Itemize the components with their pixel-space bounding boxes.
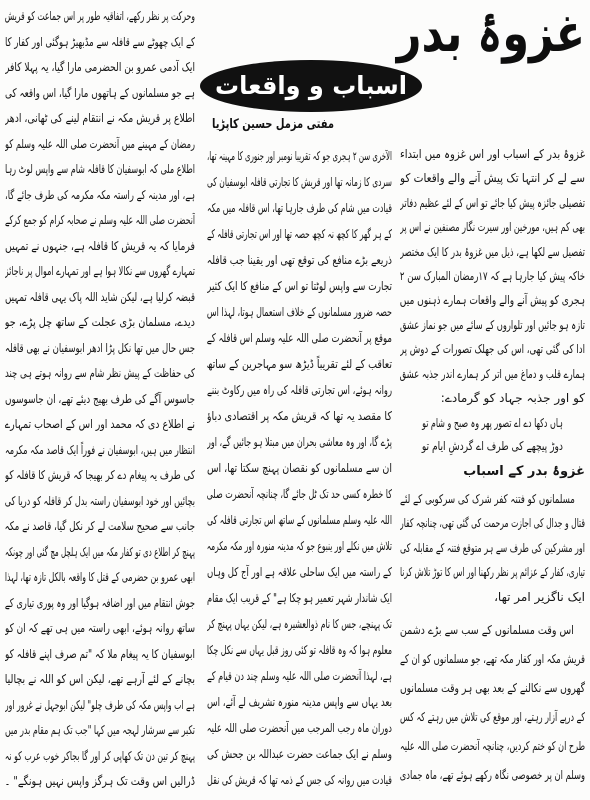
text-line: معلوم ہوا کہ وہ قافلہ تو کئی روز قبل یہاں سے نکل چکا [207,643,392,657]
text-line: اللہ علیہ وسلم مسلمانوں کے ساتھ اس تجارتی قافلہ کی [207,513,392,527]
text-line: ابھی عمرو بن حضرمی کے قتل کا واقعہ بالکل تازہ تھا، لہذا [5,570,195,584]
section-heading-block [400,459,585,485]
text-line: ذریعے بڑے منافع کی توقع تھی اور یقینا جب قافلہ [207,253,392,267]
text-line: ہجری کو پیش آنے والے واقعات ہمارے ذہنوں میں [400,293,585,308]
text-line: گھروں سے نکالنے کے بعد بھی ہر وقت مسلمانوں [400,681,585,695]
column-middle [207,143,392,795]
text-line: کی طرف یہ پیغام دے کر بھیجا کہ قریش کا قافلہ کو [5,468,195,482]
text-line: قیادت میں شام کی طرف جارہا تھا، اس قافلہ میں مکہ [207,201,392,215]
text-line: قریش مکہ اور کفار مکہ تھے، جو مسلمانوں کو ان کے [400,652,585,666]
text-line: تازہ ہو جائیں اور تلواروں کے سائے میں جو نماز عشق [400,317,585,332]
text-line: پہنچ کر اطلاع دی تو کفار مکہ میں ایک ہلچل مچ گئی اور چونکہ [5,544,195,559]
text-line: تیاری، کفار کے عزائم پر نظر رکھنا اور اس کا توڑ تلاش کرنا [400,565,585,580]
text-line: الآخری سن ۲ ہجری جو کہ تقریبا نومبر اور جنوری کا مہینہ تھا، [207,149,392,163]
text-line: اور مشرکین کی طرف سے ہر متوقع فتنہ کے مقابلہ کی [400,540,585,555]
text-line: قتال و جدال کی اجازت مرحمت کی گئی تھی، چنانچہ کفار [400,516,585,531]
text-line: پہنچ کر تین دن تک کھاپی کر اور گا بجاکر خوب عرب کو نہ [5,748,195,763]
text-line: اطلاع ملی کہ ابوسفیان کا قافلہ شام سے واپس لوٹ رہا [5,162,195,176]
text-line: ان سے مسلمانوں کو نقصان پہنچ سکتا تھا، اس [207,461,392,475]
text-line: کا مقصد یہ تھا کہ قریش مکہ پر اقتصادی دباؤ [207,409,392,423]
text-line: قبضہ کرلیا ہے، لیکن شاید اللہ پاک یہی قافلہ تمہیں [5,289,195,304]
section-heading: غزوۂ بدر کے اسباب [463,464,585,479]
text-line: کے ایک چھوٹے سے قافلہ سے مڈبھیڑ ہوگئی اور کفار کا [5,34,195,49]
text-line: اس وقت مسلمانوں کے سب سے بڑے دشمن [400,623,574,637]
text-line: تجارت سے واپس لوٹتا تو اس کے منافع کا ایک کثیر [207,279,392,293]
text-line: ہے اب واپس مکہ کی طرف چلو" لیکن ابوجہل نے غرور اور [5,697,195,712]
article-subtitle: اسباب و واقعات [215,71,407,100]
text-line: مسلمانوں کو فتنہ کفر شرک کی سرکوبی کے لئے [400,492,575,506]
verse-line: دوڑ پیچھے کی طرف اے گردشِ ایام تو [421,439,563,453]
text-line: حصہ ضرور مسلمانوں کے خلاف استعمال ہوتا، لہذا اس [207,305,392,319]
text-line: جوش انتقام میں اور اضافہ ہوگیا اور وہ پوری تیاری کے [5,595,195,610]
text-line: دیدے، مسلمان بڑی عجلت کے ساتھ چل پڑے، جو [5,315,195,329]
text-line: تک پہنچے، جس کا نام ذوالعشیرہ ہے، لیکن یہاں پہنچ کر [207,617,392,631]
text-line: فرمایا کہ یہ قریش کا قافلہ ہے، جنہوں نے تمہیں [5,238,195,253]
text-line: تفصیلی جائزہ پیش کیا جائے تو اس کے لئے عظیم دفاتر [400,195,585,210]
verse-line: ہاں دکھا دے اے تصور پھر وہ صبح و شام تو [422,416,563,430]
text-line: خاکہ پیش کیا جارہا ہے کہ ۱۷رمضان المبارک سن ۲ [400,269,585,284]
text-line: بعد یہاں سے واپس مدینہ منورہ تشریف لے آئے، اس [207,695,392,709]
text-line: ایک ناگزیر امر تھا، [494,589,585,604]
text-line: ایک شاندار شہر تعمیر ہو چکا ہے" کے قریب ایک مقام [207,591,392,605]
text-line: انتظار میں ہیں، ابوسفیان نے فوراً ایک قاصد مکہ مکرمہ [5,442,195,457]
column-right-intro [400,142,585,412]
text-line: بچانے کے لئے آرہے تھے، لیکن اس کو اللہ نے بچالیا [5,672,195,686]
text-line: سے لے کر انتہا تک پیش آنے والے واقعات کو [400,171,585,186]
text-line: آنحضرت صلی اللہ علیہ وسلم نے صحابہ کرام کو جمع کرکے [5,213,195,227]
column-left [5,4,195,796]
article-title: غزوۂ بدر [396,4,585,64]
text-line: تعاقب کے لئے تقریباً ڈیڑھ سو مہاجرین کے ساتھ [207,357,392,371]
text-line: ادا کی گئی تھی، اس کی جھلک تصورات کے دوش پر [400,342,585,357]
text-line: اطلاع پر قریش مکہ نے انتقام لینے کی ٹھانی، ادھر [5,111,195,125]
text-line: کے ہر گھر کا کچھ نہ کچھ حصہ تھا اور اس تجارتی قافلہ کے [207,227,392,241]
text-line: وسلم نے ایک جماعت حضرت عبداللہ بن جحش کی [207,747,392,761]
text-line: کو اور جذبہ جہاد کو گرمادے: [440,391,585,406]
poetry-verse [400,412,585,458]
text-line: ہمارے قلب و دماغ میں اتر کر ہمارے اندر جذبہ عشق [400,366,585,381]
text-line: کے درپے آزار رہتے، اور موقع کی تلاش میں رہتے کہ کس [400,710,585,724]
text-line: طرح ان کو ختم کردیں، چنانچہ آنحضرت صلی اللہ علیہ [400,739,585,753]
author-byline: مفتی مزمل حسین کاپڑیا [211,117,334,132]
text-line: ایک آدمی عمرو بن الحضرمی مارا گیا، یہ پہلا کافر [5,60,195,74]
text-line: ہے، اور مدینہ کے راستہ مکہ مکرمہ کی طرف جائے گا، [5,187,195,202]
text-line: تفصیل سے لکھا ہے، ذیل میں غزوۂ بدر کا ایک مختصر [400,244,585,259]
text-line: بچائیں اور خود ابوسفیان راستہ بدل کر قافلہ کو دریا کی [5,493,195,508]
text-line: قیادت میں روانہ کی جس کے ذمہ تھا کہ قریش کی نقل [207,773,392,787]
text-line: وسلم ان پر خصوصی نگاہ رکھے ہوئے تھے، ماہ جمادی [400,768,585,782]
text-line: سردی کا زمانہ تھا اور قریش کا تجارتی قافلہ ابوسفیان کی [207,175,392,189]
text-line: ڈرالیں اس وقت تک ہرگز واپس نہیں ہونگے" ۔ [5,774,195,788]
text-line: جس حال میں تھا نکل پڑا ادھر ابوسفیان نے بھی قافلہ [5,340,195,355]
text-line: ابوسفیان کا یہ پیغام ملا کہ "تم صرف اپنے قافلہ کو [5,646,195,661]
text-line: کی حفاظت کے پیش نظر شام سے روانہ ہوتے ہی چند [5,366,195,380]
text-line: ساتھ روانہ ہوئے، ابھی راستہ میں ہی تھے کہ ان کو [5,621,195,635]
text-line: تمہارے گھروں سے نکالا ہوا ہے اور تمہارے اموال پر ناجائز [5,264,195,278]
column-right-paragraph [400,616,585,792]
text-line: کا خطرہ کسی حد تک ٹل جائے گا، چنانچہ آنحضرت صلی [207,487,392,501]
text-line: موقع پر آنحضرت صلی اللہ علیہ وسلم اس قافلہ کے [207,331,392,345]
text-line: نے اطلاع دی کہ محمد اور اس کے اصحاب تمہارے [5,417,195,431]
text-line: پڑے گا، اور وہ معاشی بحران میں مبتلا ہو جائیں گے، اور [207,435,392,449]
text-line: ہے جو مسلمانوں کے ہاتھوں مارا گیا، اس واقعہ کی [5,85,195,100]
text-line: وحرکت پر نظر رکھے، اتفاقیہ طور پر اس جماعت کو قریش [5,9,195,23]
text-line: تلاش میں نکلے اور ینبوع جو کہ مدینہ منورہ اور مکہ مکرمہ [207,539,392,553]
text-line: جانب سے صحیح سلامت لے کر نکل گیا، قاصد نے مکہ [5,519,195,533]
text-line: بھی کم ہیں، مورخین اور سیرت نگار مصنفین نے اس پر [400,220,585,235]
text-line: تکبر سے سرشار لہجہ میں کہا "جب تک ہم مقام بدر میں [5,723,195,737]
text-line: روانہ ہوئے، اس تجارتی قافلہ کی راہ میں رکاوٹ بننے [207,383,392,397]
column-right-paragraph [400,487,585,610]
text-line: دوران ماہ رجب المرجب میں آنحضرت صلی اللہ علیہ [207,721,392,735]
text-line: کے راستہ میں ایک ساحلی علاقہ ہے اور آج کل وہاں [207,565,392,579]
text-line: غزوۂ بدر کے اسباب اور اس غزوہ میں ابتداء [400,147,585,161]
text-line: جاسوس آگے کی طرف بھیج دیئے تھے، ان جاسوسوں [5,391,195,406]
text-line: رمضان کے مہینے میں آنحضرت صلی اللہ علیہ وسلم کو [5,136,195,151]
text-line: ہے، لہذا آنحضرت صلی اللہ علیہ وسلم چند دن قیام کے [207,669,392,683]
